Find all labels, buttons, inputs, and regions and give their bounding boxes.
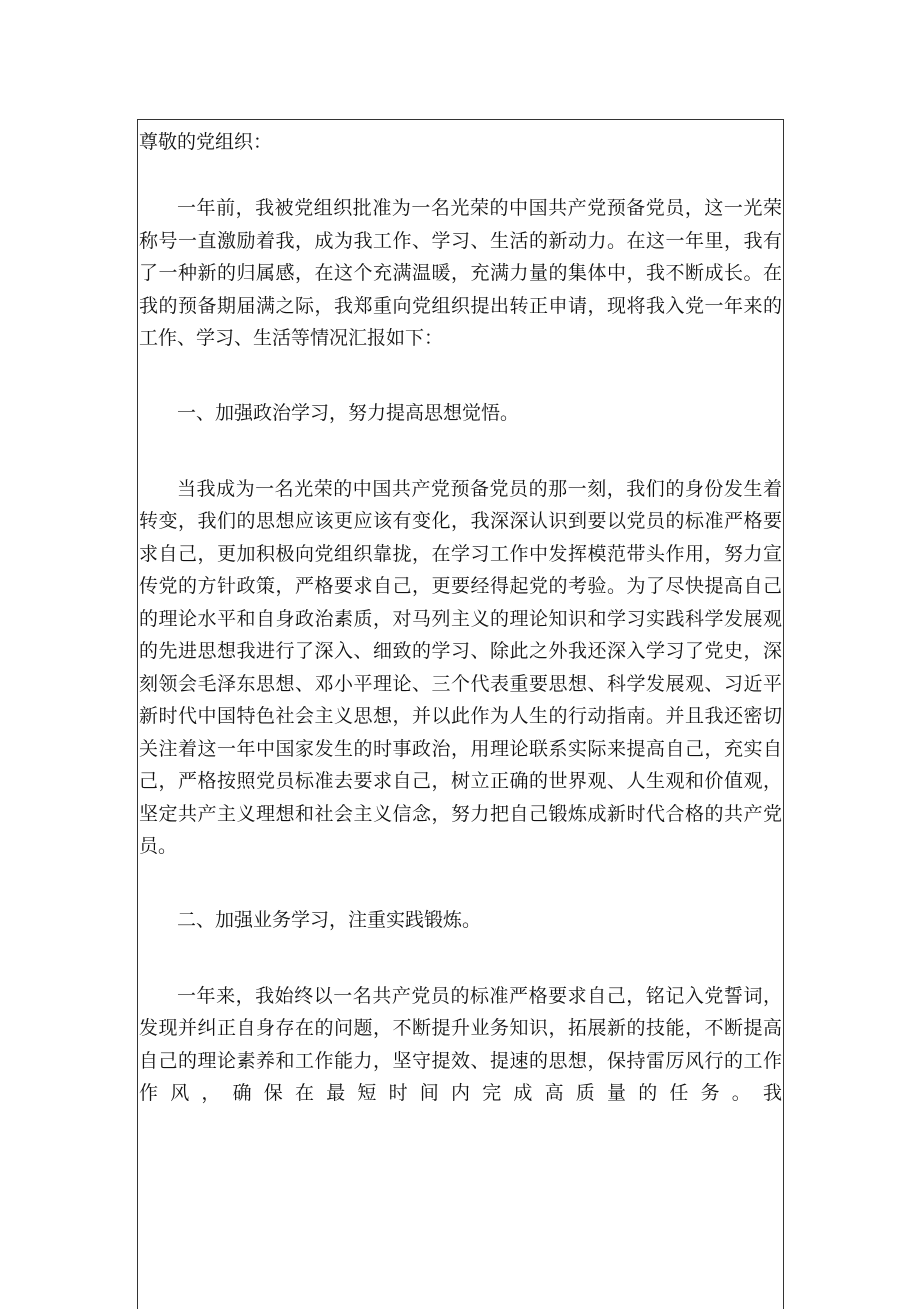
section-1-paragraph: 当我成为一名光荣的中国共产党预备党员的那一刻，我们的身份发生着转变，我们的思想应该更应该有变化，我深深认识到要以党员的标准严格要求自己，更加积极向党组织靠拢，在学习工作中发挥模范带头作用，努力宣传党的方针政策，严格要求自己，更要经得起党的考验。为了尽快提高自己的理论水平和自身政治素质，对马列主义的理论知识和学习实践科学发展观的先进思想我进行了深入、细致的学习、除此之外我还深入学习了党史，深刻领会毛泽东思想、邓小平理论、三个代表重要思想、科学发展观、习近平新时代中国特色社会主义思想，并以此作为人生的行动指南。并且我还密切关注着这一年中国家发生的时事政治，用理论联系实际来提高自己，充实自己，严格按照党员标准去要求自己，树立正确的世界观、人生观和价值观，坚定共产主义理想和社会主义信念，努力把自己锻炼成新时代合格的共产党员。 — [139, 477, 782, 857]
section-2-paragraph: 一年来，我始终以一名共产党员的标准严格要求自己，铭记入党誓词，发现并纠正自身存在的问题，不断提升业务知识，拓展新的技能，不断提高自己的理论素养和工作能力，坚守提效、提速的思想，保持雷厉风行的工作作风，确保在最短时间内完成高质量的任务。我 — [139, 984, 782, 1104]
section-2-heading: 二、加强业务学习，注重实践锻炼。 — [177, 908, 482, 931]
section-1-heading: 一、加强政治学习，努力提高思想觉悟。 — [177, 401, 520, 424]
salutation: 尊敬的党组织： — [139, 131, 273, 153]
letter-body — [139, 128, 782, 1110]
intro-paragraph: 一年前，我被党组织批准为一名光荣的中国共产党预备党员，这一光荣称号一直激励着我，成为我工作、学习、生活的新动力。在这一年里，我有了一种新的归属感，在这个充满温暖，充满力量的集体中，我不断成长。在我的预备期届满之际，我郑重向党组织提出转正申请，现将我入党一年来的工作、学习、生活等情况汇报如下： — [139, 197, 782, 349]
